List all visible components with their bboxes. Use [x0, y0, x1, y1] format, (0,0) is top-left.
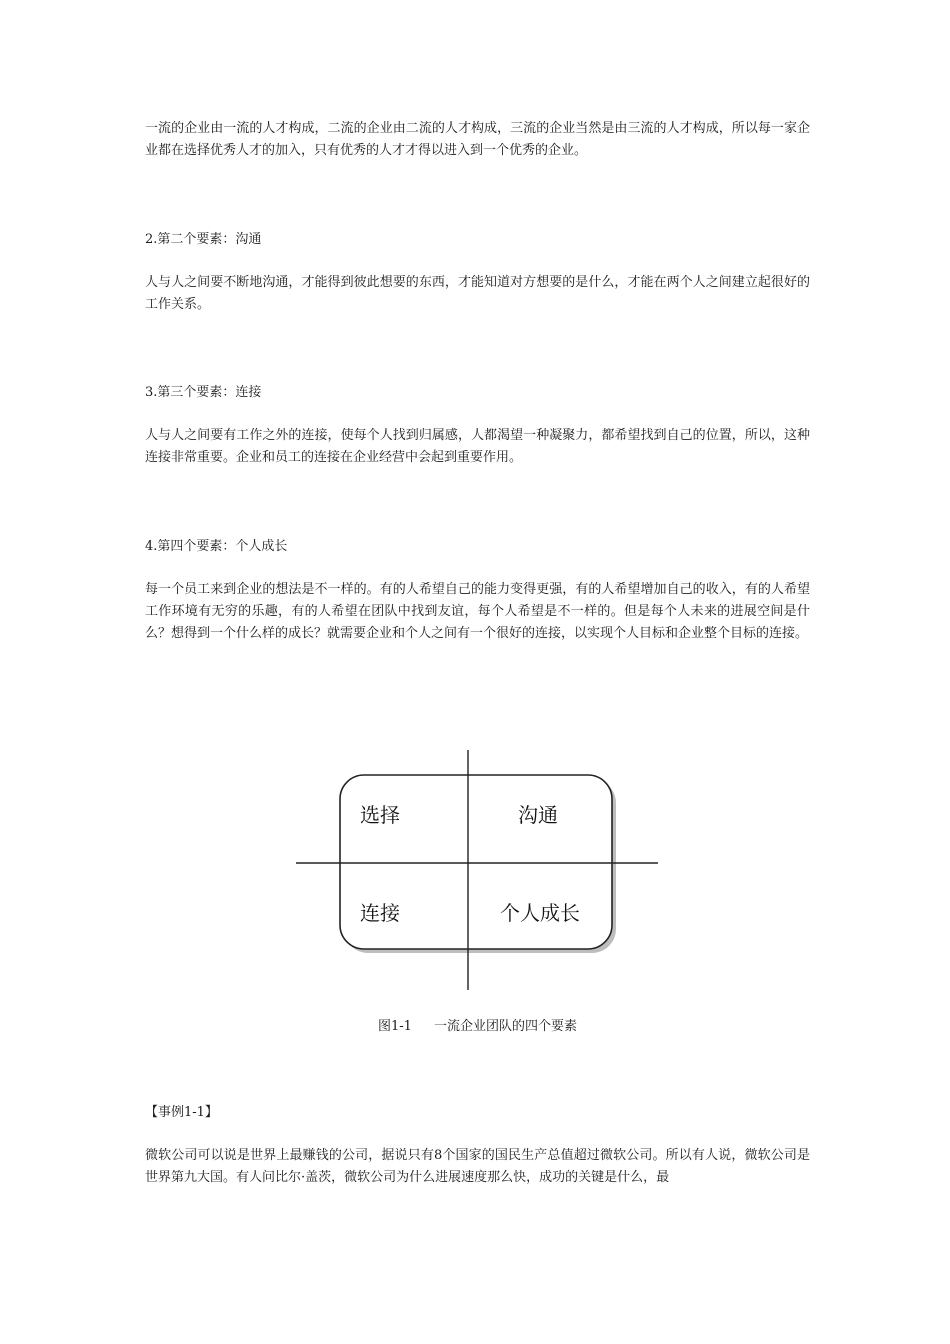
quadrant-label-personal-growth: 个人成长: [500, 901, 580, 925]
section-heading-personal-growth: 4.第四个要素：个人成长: [145, 539, 288, 554]
section-heading-communication: 2.第二个要素：沟通: [145, 232, 262, 247]
section-body-personal-growth: 每一个员工来到企业的想法是不一样的。有的人希望自己的能力变得更强，有的人希望增加自己的收入，有的人希望工作环境有无穷的乐趣，有的人希望在团队中找到友谊，每个人希望是不一样的。但是每个人未来的进展空间是什么？想得到一个什么样的成长？就需要企业和个人之间有一个很好的连接，以实现个人目标和企业整个目标的连接。: [145, 582, 810, 641]
section-body-connection: 人与人之间要有工作之外的连接，使每个人找到归属感，人都渴望一种凝聚力，都希望找到自己的位置，所以，这种连接非常重要。企业和员工的连接在企业经营中会起到重要作用。: [145, 428, 810, 465]
case-body: 微软公司可以说是世界上最赚钱的公司，据说只有8个国家的国民生产总值超过微软公司。所以有人说，微软公司是世界第九大国。有人问比尔·盖茨，微软公司为什么进展速度那么快，成功的关键是什么，最: [145, 1148, 810, 1185]
figure-caption-number: 图1-1: [378, 1019, 412, 1034]
case-label: 【事例1-1】: [145, 1105, 218, 1120]
section-body-communication: 人与人之间要不断地沟通，才能得到彼此想要的东西，才能知道对方想要的是什么，才能在两个人之间建立起很好的工作关系。: [145, 275, 810, 312]
quadrant-label-selection: 选择: [360, 803, 400, 827]
intro-paragraph: 一流的企业由一流的人才构成，二流的企业由二流的人才构成，三流的企业当然是由三流的人才构成，所以每一家企业都在选择优秀人才的加入，只有优秀的人才才得以进入到一个优秀的企业。: [145, 121, 810, 158]
quadrant-label-connection: 连接: [360, 901, 400, 925]
four-elements-svg: [296, 750, 658, 990]
figure-caption: [145, 1016, 810, 1038]
four-elements-diagram: [296, 750, 658, 990]
quadrant-label-communication: 沟通: [518, 803, 558, 827]
figure-caption-title: 一流企业团队的四个要素: [433, 1019, 577, 1034]
section-heading-connection: 3.第三个要素：连接: [145, 385, 262, 400]
